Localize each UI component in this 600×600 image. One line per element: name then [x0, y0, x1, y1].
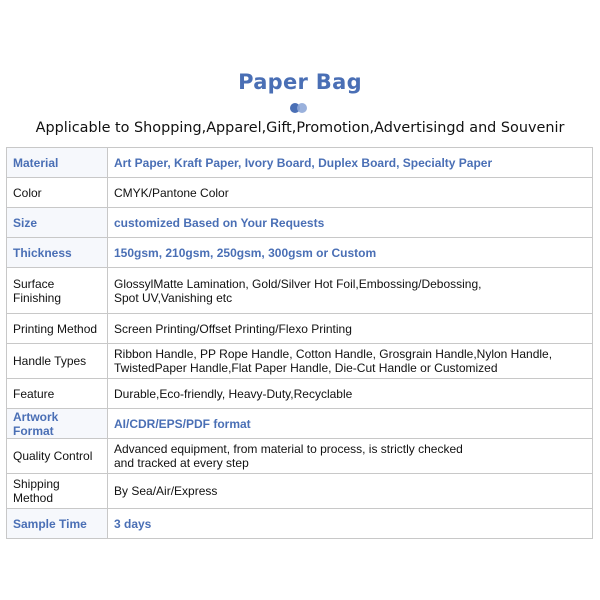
table-row: [7, 439, 593, 474]
row-value-line: 150gsm, 210gsm, 250gsm, 300gsm or Custom: [114, 245, 377, 260]
table-row: [7, 379, 593, 409]
row-value-line: Ribbon Handle, PP Rope Handle, Cotton Handle, Grosgrain Handle,Nylon Handle,: [114, 347, 553, 361]
row-label: Thickness: [7, 238, 108, 268]
row-value: [108, 474, 593, 509]
table-row: [7, 509, 593, 539]
row-value-line: AI/CDR/EPS/PDF format: [114, 416, 251, 431]
row-label: Quality Control: [7, 439, 108, 474]
row-value: [108, 314, 593, 344]
table-row: [7, 314, 593, 344]
row-value-line: Durable,Eco-friendly, Heavy-Duty,Recyclable: [114, 386, 353, 401]
row-value: [108, 509, 593, 539]
row-value: [108, 344, 593, 379]
page-subtitle: Applicable to Shopping,Apparel,Gift,Promotion,Advertisingd and Souvenir: [35, 120, 565, 136]
row-label: Artwork Format: [7, 409, 108, 439]
row-value-line: customized Based on Your Requests: [114, 215, 325, 230]
table-row: [7, 268, 593, 314]
table-row: [7, 208, 593, 238]
row-value-line: Art Paper, Kraft Paper, Ivory Board, Duplex Board, Specialty Paper: [114, 155, 493, 170]
row-value: [108, 379, 593, 409]
table-row: [7, 474, 593, 509]
row-label: Surface Finishing: [7, 268, 108, 314]
row-value-line: Screen Printing/Offset Printing/Flexo Printing: [114, 321, 352, 336]
row-value: [108, 268, 593, 314]
page-title: Paper Bag: [238, 70, 362, 94]
decorative-dots-icon: [288, 102, 312, 114]
dot-light-icon: [297, 103, 307, 113]
row-label: Sample Time: [7, 509, 108, 539]
table-row: [7, 238, 593, 268]
row-label: Material: [7, 148, 108, 178]
row-label: Size: [7, 208, 108, 238]
table-row: [7, 178, 593, 208]
row-label: Printing Method: [7, 314, 108, 344]
spec-table-body: [7, 148, 593, 539]
row-label: Shipping Method: [7, 474, 108, 509]
row-value-line: Spot UV,Vanishing etc: [114, 290, 233, 305]
row-value-line: GlossylMatte Lamination, Gold/Silver Hot Foil,Embossing/Debossing,: [114, 276, 482, 291]
row-label: Feature: [7, 379, 108, 409]
spec-table: [6, 147, 593, 539]
table-row: [7, 148, 593, 178]
row-value: [108, 439, 593, 474]
row-value-line: TwistedPaper Handle,Flat Paper Handle, Die-Cut Handle or Customized: [114, 361, 498, 375]
row-value: [108, 178, 593, 208]
row-value-line: By Sea/Air/Express: [114, 484, 218, 498]
row-value-line: 3 days: [114, 516, 152, 531]
row-value-line: Advanced equipment, from material to process, is strictly checked: [114, 442, 463, 456]
row-value-line: CMYK/Pantone Color: [114, 185, 229, 200]
row-value: [108, 208, 593, 238]
row-value-line: and tracked at every step: [114, 456, 249, 470]
row-label: Color: [7, 178, 108, 208]
row-value: [108, 409, 593, 439]
table-row: [7, 344, 593, 379]
row-value: [108, 148, 593, 178]
row-value: [108, 238, 593, 268]
row-label: Handle Types: [7, 344, 108, 379]
table-row: [7, 409, 593, 439]
